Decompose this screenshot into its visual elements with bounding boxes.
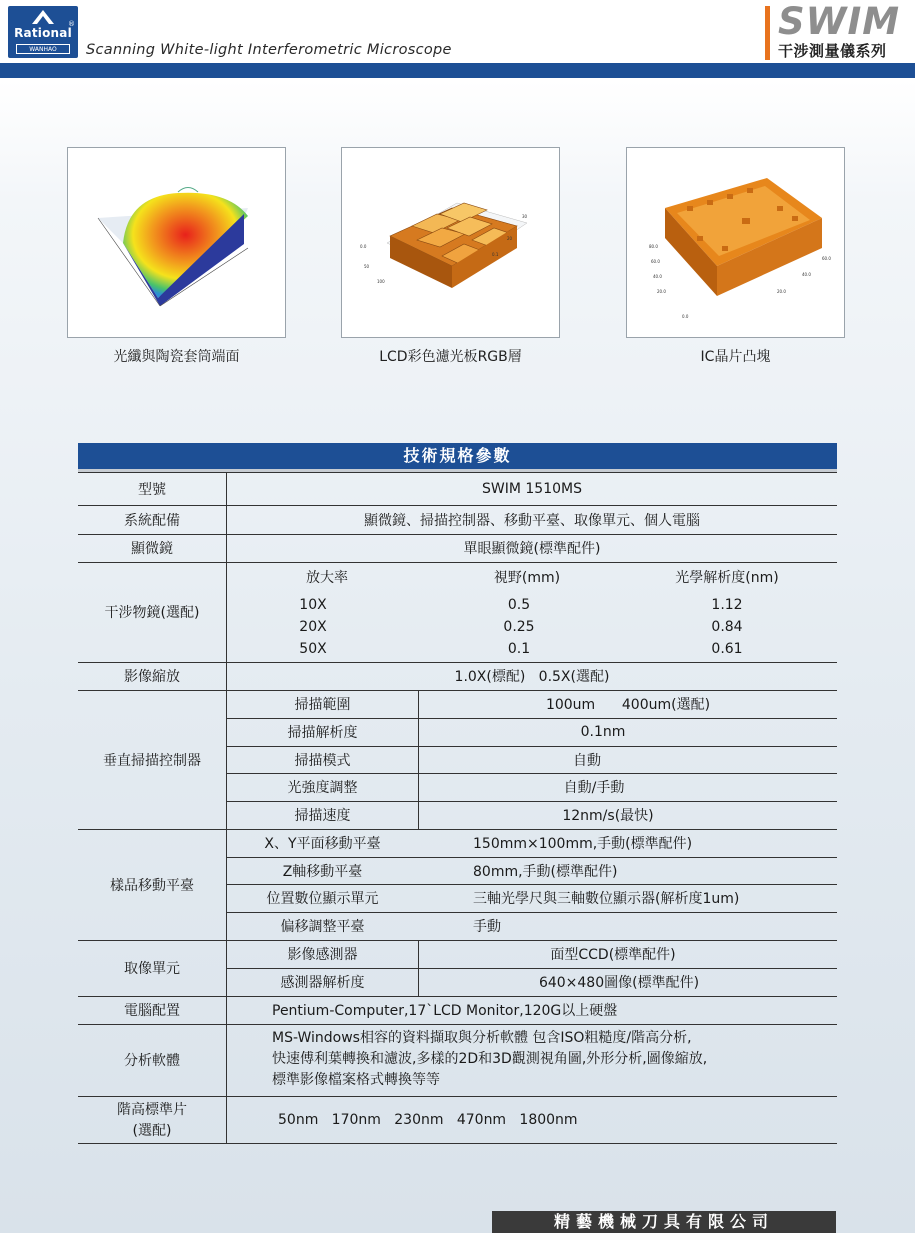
spec-label-capture: 取像單元 (124, 961, 180, 977)
svg-text:40.0: 40.0 (802, 272, 811, 277)
stage-row-label: 偏移調整平臺 (280, 919, 365, 935)
stage-row-value: 80mm,手動(標準配件) (473, 863, 618, 880)
spec-label-scan: 垂直掃描控制器 (103, 752, 201, 769)
scan-row-label: 光強度調整 (287, 780, 358, 796)
objective-cell: 10X (299, 597, 327, 613)
step-label-line: 階高標準片 (117, 1102, 187, 1118)
sample-caption-lcd: LCD彩色濾光板RGB層 (379, 349, 522, 365)
rational-logo (8, 6, 78, 58)
svg-text:20.0: 20.0 (777, 289, 786, 294)
spec-label-pc: 電腦配置 (124, 1003, 180, 1019)
spec-label-software: 分析軟體 (124, 1053, 180, 1069)
step-label-line: (選配) (132, 1123, 172, 1139)
spec-table-title: 技術規格參數 (78, 443, 837, 472)
logo-sub-text: WANHAO (16, 44, 70, 54)
objective-cell: 1.12 (711, 597, 743, 613)
objective-cell: 0.84 (711, 619, 743, 635)
svg-text:40.0: 40.0 (653, 274, 662, 279)
svg-text:60.0: 60.0 (651, 259, 660, 264)
scan-row-value: 自動 (573, 752, 601, 769)
spec-label-objective: 干涉物鏡(選配) (104, 605, 200, 621)
objective-cell: 20X (299, 619, 327, 635)
stage-row-value: 三軸光學尺與三軸數位顯示器(解析度1um) (473, 891, 740, 907)
spec-label-zoom: 影像縮放 (124, 669, 180, 685)
spec-label-model: 型號 (138, 481, 166, 498)
capture-row-label: 感測器解析度 (280, 975, 365, 991)
mountain-icon-inner (37, 16, 49, 24)
stage-row-value: 手動 (473, 919, 501, 935)
svg-text:20.0: 20.0 (657, 289, 666, 294)
spec-label-stage: 樣品移動平臺 (110, 877, 194, 894)
product-series: 干涉測量儀系列 (778, 42, 887, 60)
scan-row-label: 掃描速度 (294, 808, 351, 824)
svg-text:30: 30 (522, 214, 528, 219)
scan-row-value: 12nm/s(最快) (562, 808, 654, 824)
spec-label-system: 系統配備 (124, 512, 180, 529)
capture-row-value: 640×480圖像(標準配件) (538, 975, 700, 991)
svg-text:100: 100 (377, 279, 385, 284)
svg-text:50: 50 (364, 264, 370, 269)
scan-row-label: 掃描模式 (294, 752, 351, 769)
spec-value-model: SWIM 1510MS (482, 480, 582, 497)
objective-cell: 0.5 (507, 597, 531, 613)
spec-label-microscope: 顯微鏡 (131, 541, 173, 557)
stage-row-label: Z軸移動平臺 (282, 863, 363, 880)
software-line: 快速傅利葉轉換和濾波,多樣的2D和3D觀測視角圖,外形分析,圖像縮放, (272, 1051, 708, 1067)
registered-mark: ® (68, 20, 75, 28)
header-title: Scanning White-light Interferometric Microscope (86, 42, 452, 58)
scan-row-label: 掃描解析度 (287, 725, 358, 741)
lcd-color-filter-3d-icon (342, 148, 559, 337)
svg-text:80.0: 80.0 (649, 244, 658, 249)
logo-brand-text: Rational (14, 26, 72, 40)
spec-value-system: 顯微鏡、掃描控制器、移動平臺、取像單元、個人電腦 (364, 512, 700, 529)
capture-row-label: 影像感測器 (287, 947, 358, 963)
spec-value-microscope: 單眼顯微鏡(標準配件) (463, 541, 601, 557)
spec-value-pc: Pentium-Computer,17`LCD Monitor,120G以上硬盤 (272, 1003, 618, 1019)
svg-text:20: 20 (507, 236, 513, 241)
software-line: 標準影像檔案格式轉換等等 (272, 1072, 440, 1088)
swim-accent-bar (765, 6, 770, 60)
scan-row-label: 掃描範圍 (294, 697, 351, 713)
product-name: SWIM (778, 0, 901, 43)
stage-row-value: 150mm×100mm,手動(標準配件) (473, 836, 693, 852)
sample-image-ic (626, 147, 845, 338)
software-line: MS-Windows相容的資料擷取與分析軟體 包含ISO粗糙度/階高分析, (272, 1030, 692, 1046)
capture-row-value: 面型CCD(標準配件) (550, 947, 676, 963)
svg-text:0.0: 0.0 (360, 244, 367, 249)
objective-cell: 50X (299, 641, 327, 657)
company-footer: 精藝機械刀具有限公司 (492, 1211, 836, 1233)
objective-cell: 0.61 (711, 641, 743, 657)
fiber-ferrule-surface-3d-icon (68, 148, 285, 337)
objective-cell: 0.1 (507, 641, 531, 657)
sample-caption-fiber: 光纖與陶瓷套筒端面 (113, 349, 240, 365)
svg-text:60.0: 60.0 (822, 256, 831, 261)
objective-header-resolution: 光學解析度(nm) (675, 570, 779, 586)
svg-text:0.0: 0.0 (682, 314, 689, 319)
scan-row-value: 自動/手動 (563, 780, 625, 796)
svg-text:0.1: 0.1 (492, 252, 499, 257)
spec-value-zoom: 1.0X(標配) 0.5X(選配) (454, 669, 610, 685)
scan-row-value: 0.1nm (580, 724, 626, 740)
sample-image-lcd (341, 147, 560, 338)
scan-row-value: 100um 400um(選配) (545, 697, 711, 713)
objective-header-magnification: 放大率 (306, 570, 348, 586)
sample-caption-ic: IC晶片凸塊 (700, 349, 771, 365)
header-band (0, 63, 915, 78)
stage-row-label: X、Y平面移動平臺 (264, 836, 381, 852)
stage-row-label: 位置數位顯示單元 (266, 891, 379, 907)
spec-value-software (272, 1028, 832, 1094)
objective-header-field: 視野(mm) (493, 570, 561, 586)
spec-value-step: 50nm 170nm 230nm 470nm 1800nm (278, 1111, 578, 1128)
sample-image-fiber (67, 147, 286, 338)
ic-chip-bump-3d-icon (627, 148, 844, 337)
objective-cell: 0.25 (503, 619, 535, 635)
spec-label-step (78, 1098, 226, 1144)
